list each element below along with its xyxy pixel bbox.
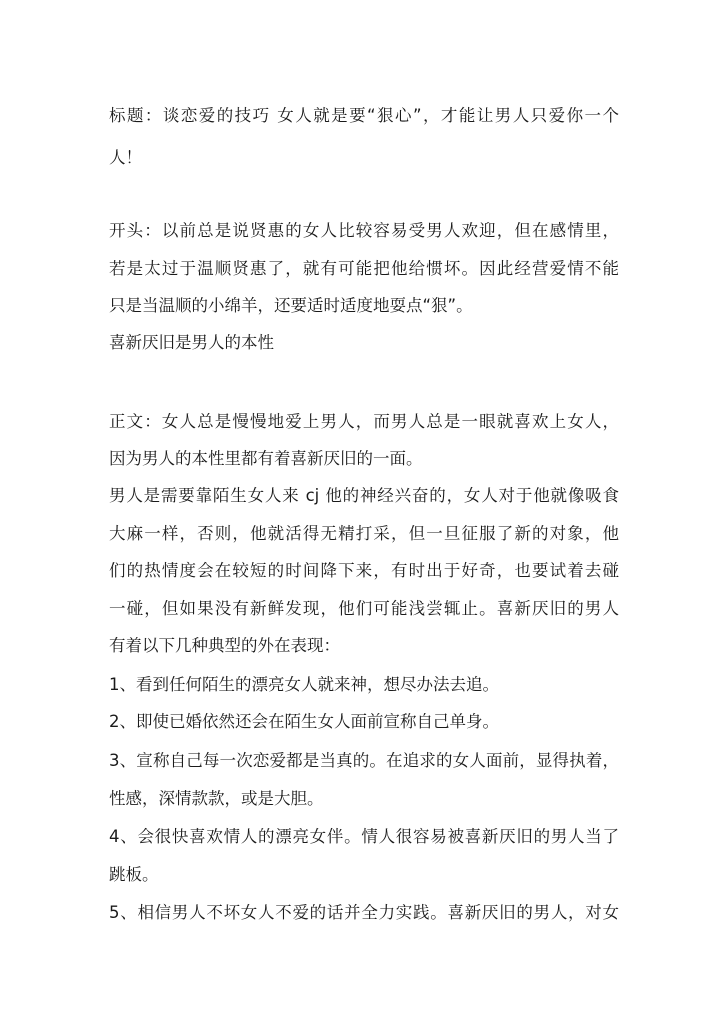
body-line-6: 一碰，但如果没有新鲜发现，他们可能浅尝辄止。喜新厌旧的男人 [109,599,619,618]
list-item-1: 1、看到任何陌生的漂亮女人就来神，想尽办法去追。 [109,675,499,694]
title-line-2: 人！ [109,148,142,167]
section-heading: 喜新厌旧是男人的本性 [109,333,274,352]
body-line-4: 大麻一样，否则，他就活得无精打采，但一旦征服了新的对象，他 [109,524,619,543]
body-line-7: 有着以下几种典型的外在表现： [109,636,340,655]
body-line-3: 男人是需要靠陌生女人来 cj 他的神经兴奋的，女人对于他就像吸食 [109,486,619,505]
opening-line-2: 若是太过于温顺贤惠了，就有可能把他给惯坏。因此经营爱情不能 [109,259,619,278]
list-item-2: 2、即使已婚依然还会在陌生女人面前宣称自己单身。 [109,712,499,731]
list-item-4-continued: 跳板。 [109,865,159,884]
opening-line-3: 只是当温顺的小绵羊，还要适时适度地耍点“狠”。 [109,296,473,315]
list-item-5: 5、相信男人不坏女人不爱的话并全力实践。喜新厌旧的男人，对女 [109,903,619,922]
list-item-3-continued: 性感，深情款款，或是大胆。 [109,789,324,808]
body-line-5: 们的热情度会在较短的时间降下来，有时出于好奇，也要试着去碰 [109,561,619,580]
body-line-1: 正文：女人总是慢慢地爱上男人，而男人总是一眼就喜欢上女人， [109,412,619,431]
body-line-2: 因为男人的本性里都有着喜新厌旧的一面。 [109,449,423,468]
list-item-3: 3、宣称自己每一次恋爱都是当真的。在追求的女人面前，显得执着， [109,751,619,770]
title-line-1: 标题：谈恋爱的技巧 女人就是要“狠心”，才能让男人只爱你一个 [109,106,619,125]
opening-line-1: 开头：以前总是说贤惠的女人比较容易受男人欢迎，但在感情里， [109,221,619,240]
list-item-4: 4、会很快喜欢情人的漂亮女伴。情人很容易被喜新厌旧的男人当了 [109,827,619,846]
